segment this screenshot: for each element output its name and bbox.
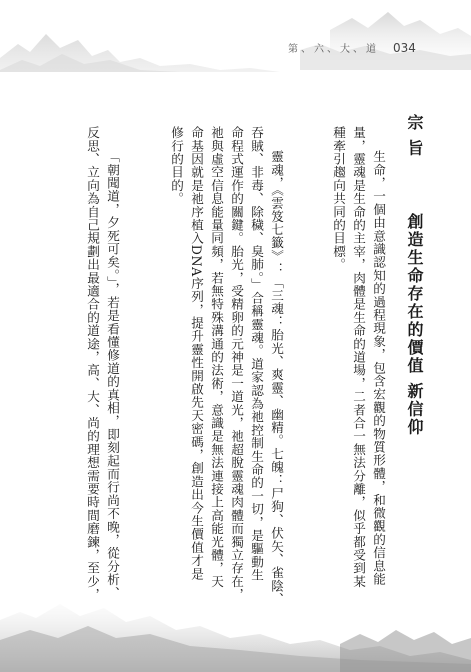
- text-column: 「朝聞道，夕死可矣。」，若是看懂修道的真相，即刻起而行尚不晚，從分析、: [105, 150, 120, 600]
- running-header: [288, 40, 416, 55]
- text-column: 量，靈魂是生命的主宰，肉體是生命的道場，二者合一無法分離，似乎都受到某: [351, 126, 366, 588]
- text-column: 種牽引趨向共同的目標。: [331, 126, 346, 272]
- heading-title: 創造生命存在的價值 新信仰: [405, 212, 424, 437]
- chapter-mark: 第、六、大、道: [288, 44, 379, 55]
- ink-mountains-top: [0, 0, 471, 110]
- text-column: 吞賊、非毒、除穢、臭肺。」合稱靈魂。道家認為祂控制生命的一切，是驅動生: [249, 126, 264, 582]
- text-column: 命程式運作的關鍵。胎光，受精卵的元神是一道光，祂超脫靈魂肉體而獨立存在，: [229, 126, 244, 602]
- text-column: 反思、立向為自己規劃出最適合的道途，高、大、尚的理想需要時間磨鍊，至少，: [85, 126, 100, 602]
- heading-label: 宗 旨: [405, 114, 424, 158]
- text-column: 修行的目的。: [169, 126, 184, 206]
- text-column: 生命，一個由意識認知的過程現象，包含宏觀的物質形體，和微觀的信息能: [371, 150, 386, 586]
- text-column: 命基因就是祂序植入DNA序列，提升靈性開啟先天密碼，創造出今生價值才是: [189, 126, 204, 581]
- text-column: 祂與虛空信息能量同頻，若無特殊溝通的法術，意識是無法連接上高能光體，天: [209, 126, 224, 588]
- text-column: 靈魂，《雲笈七籤》：「三魂：胎光、爽靈、幽精。七魄：尸狗、伏矢、雀陰、: [269, 150, 284, 606]
- section-heading: [403, 114, 426, 436]
- page-number: 034: [393, 41, 416, 55]
